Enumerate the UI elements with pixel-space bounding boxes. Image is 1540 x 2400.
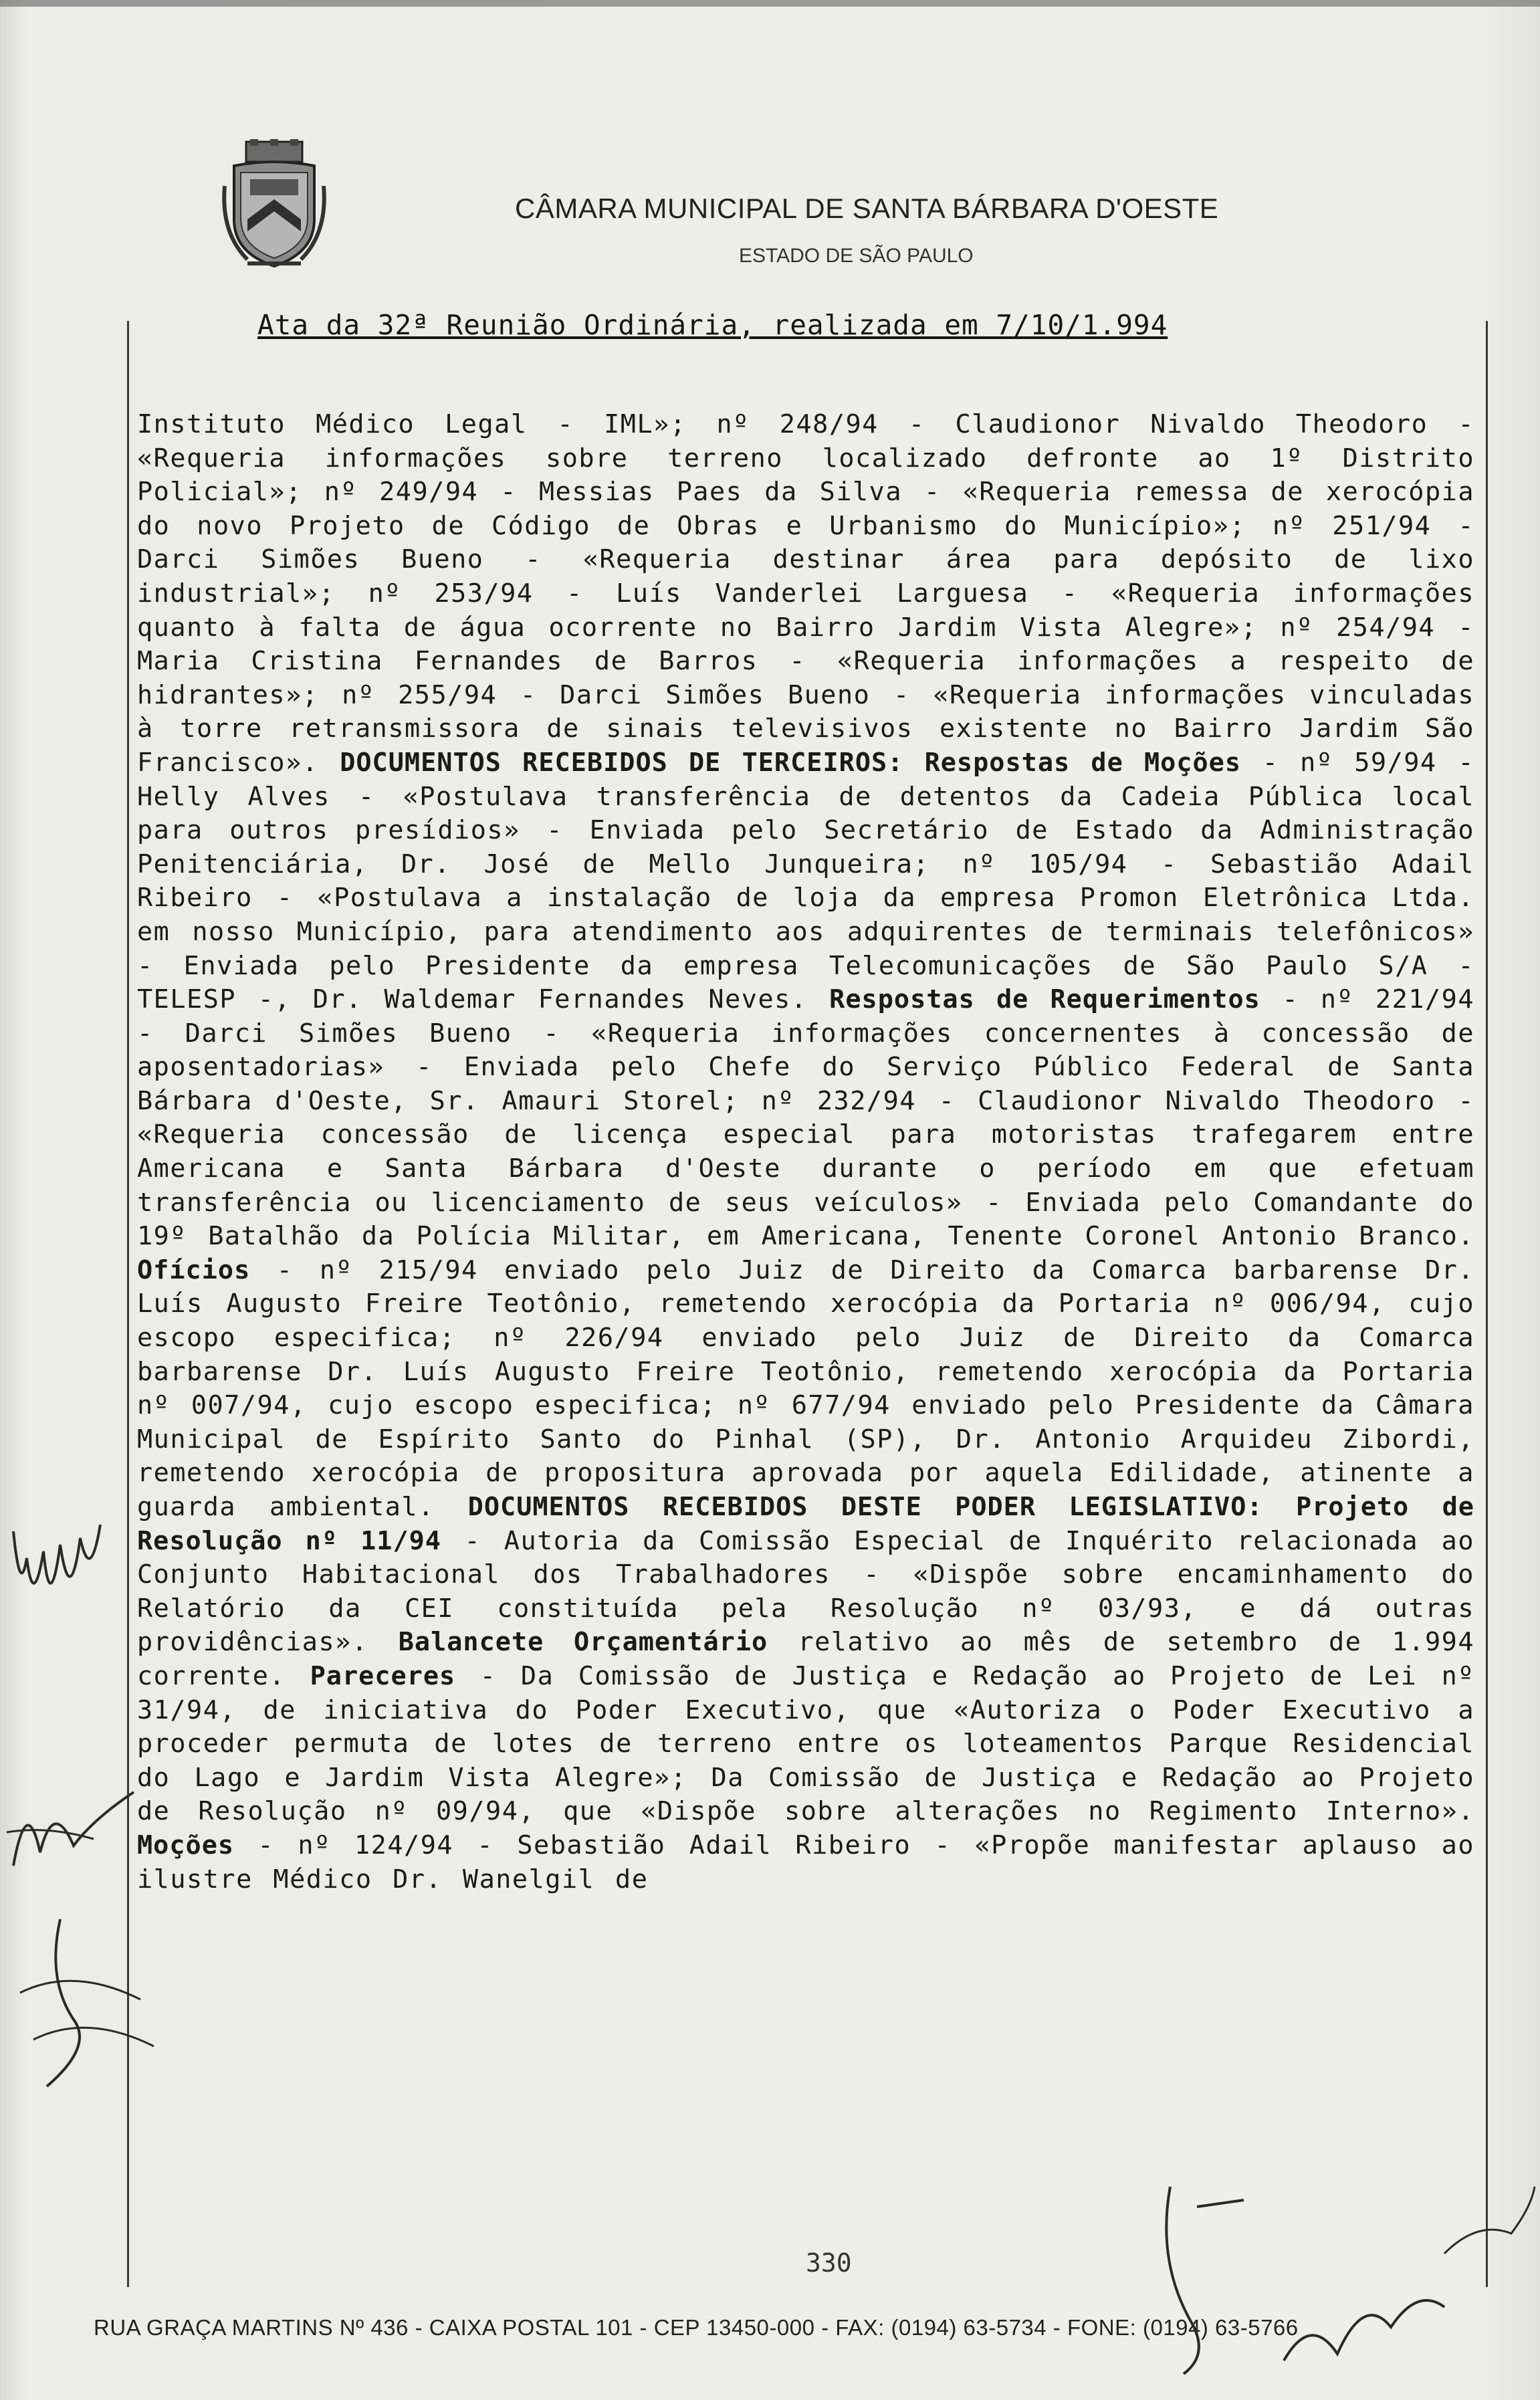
body-segment: Instituto Médico Legal - IML»; nº 248/94 - Claudionor Nivaldo Theodoro - «Requeria informações sobre terreno localizado defronte ao 1º Distrito Policial»; nº 249/94 - Messias Paes da Silva - «Requeria remessa de xerocópia do novo Projeto de Código de Obras e Urbanismo do Município»; nº 251/94 - Darci Simões Bueno - «Requeria destinar área para depósito de lixo industrial»; nº 253/94 - Luís Vanderlei Larguesa - «Requeria informações quanto à falta de água ocorrente no Bairro Jardim Vista Alegre»; nº 254/94 - Maria Cristina Fernandes de Barros - «Requeria informações a respeito de hidrantes»; nº 255/94 - Darci Simões Bueno - «Requeria informações vinculadas à torre retransmissora de sinais televisivos existente no Bairro Jardim São Francisco».	[137, 409, 1474, 778]
footer-address: RUA GRAÇA MARTINS Nº 436 - CAIXA POSTAL 101 - CEP 13450-000 - FAX: (0194) 63-5734 - FONE: (0194) 63-5766	[94, 2315, 1299, 2340]
minutes-body	[137, 408, 1474, 2173]
section-heading: DOCUMENTOS RECEBIDOS DE TERCEIROS: Respostas de Moções	[340, 747, 1242, 778]
organization-state: ESTADO DE SÃO PAULO	[739, 245, 974, 267]
section-heading: Respostas de Requerimentos	[829, 984, 1260, 1015]
organization-name: CÂMARA MUNICIPAL DE SANTA BÁRBARA D'OESTE	[515, 193, 1219, 224]
municipal-crest-icon	[221, 139, 328, 273]
body-segment: - nº 59/94 - Helly Alves - «Postulava transferência de detentos da Cadeia Pública local para outros presídios» - Enviada pelo Secretário de Estado da Administração Penitenciária, Dr. José de Mello Junqueira; nº 105/94 - Sebastião Adail Ribeiro - «Postulava a instalação de loja da empresa Promon Eletrônica Ltda. em nosso Município, para atendimento aos adquirentes de terminais telefônicos» - Enviada pelo Presidente da empresa Telecomunicações de São Paulo S/A - TELESP -, Dr. Waldemar Fernandes Neves.	[137, 747, 1474, 1015]
body-segment: - nº 215/94 enviado pelo Juiz de Direito da Comarca barbarense Dr. Luís Augusto Freire Teotônio, remetendo xerocópia da Portaria nº 006/94, cujo escopo especifica; nº 226/94 enviado pelo Juiz de Direito da Comarca barbarense Dr. Luís Augusto Freire Teotônio, remetendo xerocópia da Portaria nº 007/94, cujo escopo especifica; nº 677/94 enviado pelo Presidente da Câmara Municipal de Espírito Santo do Pinhal (SP), Dr. Antonio Arquideu Zibordi, remetendo xerocópia de propositura aprovada por aquela Edilidade, atinente a guarda ambiental.	[137, 1254, 1474, 1522]
signature-bottom	[1150, 2180, 1538, 2381]
body-segment: - nº 124/94 - Sebastião Adail Ribeiro - «Propõe manifestar aplauso ao ilustre Médico Dr. Wanelgil de	[137, 1830, 1474, 1894]
scan-top-shadow	[0, 0, 1540, 7]
right-margin-line	[1486, 321, 1488, 2287]
body-segment: - Da Comissão de Justiça e Redação ao Projeto de Lei nº 31/94, de iniciativa do Poder Executivo, que «Autoriza o Poder Executivo a proceder permuta de lotes de terreno entre os loteamentos Parque Residencial do Lago e Jardim Vista Alegre»; Da Comissão de Justiça e Redação ao Projeto de Resolução nº 09/94, que «Dispõe sobre alterações no Regimento Interno».	[137, 1660, 1474, 1827]
page-number: 330	[806, 2248, 852, 2278]
section-heading: DOCUMENTOS RECEBIDOS DESTE PODER LEGISLATIVO: Projeto de Resolução nº 11/94	[137, 1492, 1474, 1556]
signature-left-3	[7, 1913, 160, 2100]
body-segment: - nº 221/94 - Darci Simões Bueno - «Requeria informações concernentes à concessão de aposentadorias» - Enviada pelo Chefe do Serviço Público Federal de Santa Bárbara d'Oeste, Sr. Amauri Storel; nº 232/94 - Claudionor Nivaldo Theodoro - «Requeria concessão de licença especial para motoristas trafegarem entre Americana e Santa Bárbara d'Oeste durante o período em que efetuam transferência ou licenciamento de seus veículos» - Enviada pelo Comandante do 19º Batalhão da Polícia Militar, em Americana, Tenente Coronel Antonio Branco.	[137, 984, 1474, 1252]
section-heading: Pareceres	[310, 1660, 456, 1691]
body-segment: relativo ao mês de setembro de 1.994 corrente.	[137, 1627, 1475, 1691]
body-segment: - Autoria da Comissão Especial de Inquérito relacionada ao Conjunto Habitacional dos Trabalhadores - «Dispõe sobre encaminhamento do Relatório da CEI constituída pela Resolução nº 03/93, e dá outras providências».	[137, 1525, 1474, 1658]
section-heading: Ofícios	[137, 1254, 251, 1285]
section-heading: Moções	[137, 1830, 235, 1860]
signature-left-1	[7, 1518, 107, 1638]
section-heading: Balancete Orçamentário	[398, 1627, 768, 1658]
signature-left-2	[0, 1779, 140, 1879]
minutes-title: Ata da 32ª Reunião Ordinária, realizada em 7/10/1.994	[257, 309, 1168, 341]
